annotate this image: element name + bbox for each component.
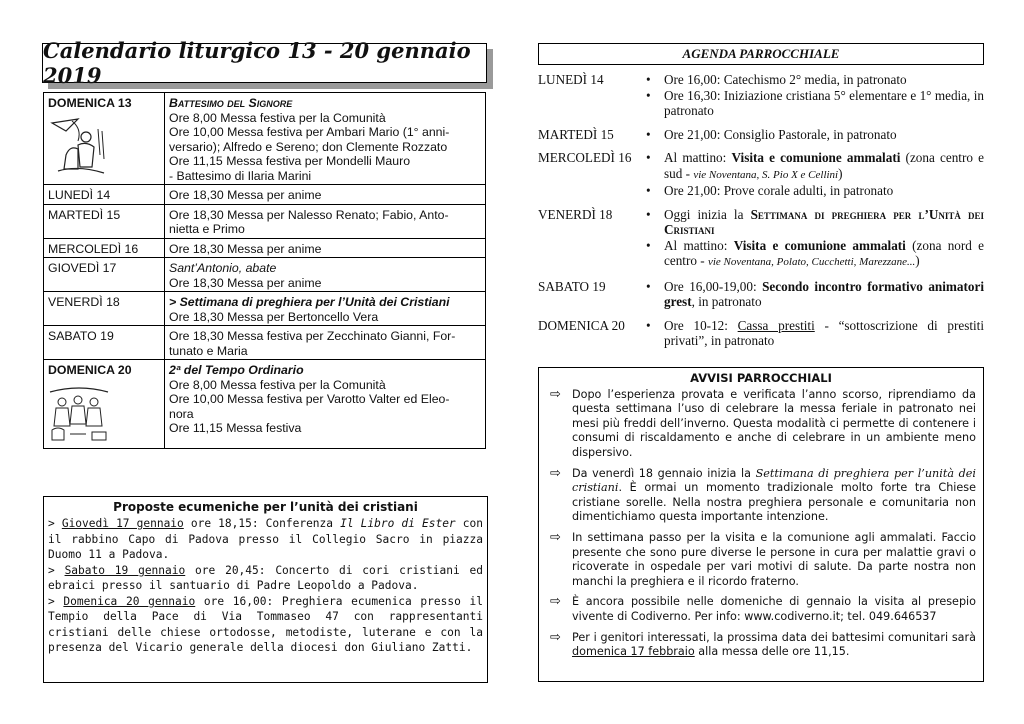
agenda-text-segment: ) bbox=[838, 165, 843, 181]
notice-text bbox=[572, 531, 976, 589]
calendar-event-line: Ore 18,30 Messa per anime bbox=[169, 188, 322, 202]
agenda-item bbox=[646, 318, 984, 349]
ecumenical-item-prefix: > bbox=[48, 594, 64, 608]
agenda-item bbox=[646, 183, 984, 199]
agenda-item-text bbox=[664, 318, 984, 349]
calendar-row bbox=[44, 258, 486, 292]
agenda-item-text bbox=[664, 88, 984, 119]
agenda-text-segment: Ore 16,30: Iniziazione cristiana 5° elementare e 1° media, in patronato bbox=[664, 87, 984, 118]
notice-item bbox=[539, 631, 983, 660]
agenda-item bbox=[646, 238, 984, 271]
agenda-item bbox=[646, 127, 984, 143]
calendar-day-cell bbox=[44, 258, 165, 292]
hollow-right-arrow-icon: ⇨ bbox=[550, 465, 561, 481]
calendar-title: Calendario liturgico 13 - 20 gennaio 2019 bbox=[43, 38, 471, 88]
agenda-items bbox=[646, 150, 984, 199]
agenda-day: MARTEDÌ 15 bbox=[538, 126, 614, 142]
agenda-text-segment: Ore 16,00: Catechismo 2° media, in patronato bbox=[664, 72, 907, 87]
agenda-item bbox=[646, 88, 984, 119]
calendar-event-line: nora bbox=[169, 406, 194, 421]
ecumenical-item-text: ore 20,45: Concerto di cori cristiani ed ebraici presso il santuario di Padre Leopoldo a Padova. bbox=[48, 563, 483, 592]
calendar-row bbox=[44, 93, 486, 185]
ecumenical-item-text: con il rabbino Capo di Padova presso il Collegio Sacro in piazza Duomo 11 a Padova. bbox=[48, 517, 483, 561]
hollow-right-arrow-icon: ⇨ bbox=[550, 594, 561, 610]
notice-text-segment: Da venerdì 18 gennaio inizia la bbox=[572, 466, 756, 480]
agenda-item-text bbox=[664, 279, 984, 310]
calendar-events-cell bbox=[165, 326, 486, 360]
bullet-icon: • bbox=[646, 237, 651, 253]
calendar-day-label: DOMENICA 20 bbox=[48, 363, 132, 377]
calendar-event-line: 2ª del Tempo Ordinario bbox=[169, 363, 304, 377]
calendar-events-cell bbox=[165, 258, 486, 292]
notice-text-segment: . È ormai un momento tradizionale molto forte tra Chiese cristiane sorelle. Nella nostra preghiera personale e comunitaria non dimentichiamo questa importante intenzione. bbox=[572, 481, 976, 524]
ecumenical-item-text: ore 16,00: Preghiera ecumenica presso il Tempio della Pace di Via Tommaseo 47 con rappresentanti cristiani delle chiese ortodosse, metodiste, luterane e con la presenza del Vicario generale della diocesi don Giuliano Zatti. bbox=[48, 594, 483, 654]
calendar-row bbox=[44, 360, 486, 449]
ecumenical-item-date: Giovedì 17 gennaio bbox=[61, 517, 184, 530]
agenda-items bbox=[646, 318, 984, 349]
hollow-right-arrow-icon: ⇨ bbox=[550, 529, 561, 545]
calendar-day-label: DOMENICA 13 bbox=[48, 96, 132, 110]
calendar-event-line: - Battesimo di Ilaria Marini bbox=[169, 168, 312, 183]
calendar-events-cell bbox=[165, 238, 486, 258]
agenda-text-segment: Ore 10-12: bbox=[664, 317, 738, 333]
calendar-day-label: MERCOLEDÌ 16 bbox=[48, 241, 139, 256]
calendar-event-line: Ore 18,30 Messa per anime bbox=[169, 275, 322, 290]
calendar-row bbox=[44, 185, 486, 205]
agenda-row bbox=[538, 150, 984, 199]
agenda-text-segment: Oggi inizia la bbox=[664, 206, 751, 222]
agenda-item bbox=[646, 207, 984, 238]
notice-item bbox=[539, 531, 983, 589]
agenda-text-segment: Cassa prestiti bbox=[737, 317, 815, 333]
agenda-text-segment: vie Noventana, Polato, Cucchetti, Marezzane... bbox=[707, 256, 916, 268]
agenda-text-segment: - “sottoscrizione di prestiti privati”, in patronato bbox=[664, 317, 984, 348]
bullet-icon: • bbox=[646, 126, 651, 142]
calendar-event-line: Battesimo del Signore bbox=[169, 96, 293, 110]
agenda-day: LUNEDÌ 14 bbox=[538, 72, 604, 87]
agenda-text-segment: (zona centro e sud - bbox=[664, 150, 984, 181]
ecumenical-item-date: Sabato 19 gennaio bbox=[64, 563, 186, 577]
bullet-icon: • bbox=[646, 317, 651, 333]
agenda-items bbox=[646, 127, 984, 143]
calendar-event-line: Sant’Antonio, abate bbox=[169, 261, 277, 275]
agenda-text-segment: Visita e comunione ammalati bbox=[733, 237, 906, 253]
agenda-item-text bbox=[664, 127, 984, 143]
calendar-event-line: nietta e Primo bbox=[169, 222, 245, 236]
agenda-text-segment: Secondo incontro formativo animatori grest bbox=[664, 278, 984, 309]
calendar-row bbox=[44, 326, 486, 360]
agenda-text-segment: Settimana di preghiera per l’Unità dei Cristiani bbox=[664, 206, 984, 237]
calendar-day-cell bbox=[44, 360, 165, 449]
calendar-event-line: Ore 18,30 Messa festiva per Zecchinato Gianni, For- bbox=[169, 329, 456, 343]
agenda-item bbox=[646, 150, 984, 183]
agenda-text-segment: Al mattino: bbox=[664, 237, 734, 253]
calendar-day-cell bbox=[44, 185, 165, 205]
notice-text-segment: alla messa delle ore 11,15. bbox=[694, 645, 850, 659]
bullet-icon: • bbox=[646, 278, 651, 294]
agenda-day: DOMENICA 20 bbox=[538, 317, 625, 333]
calendar-day-cell bbox=[44, 326, 165, 360]
ecumenical-item bbox=[48, 516, 483, 563]
calendar-events-cell bbox=[165, 360, 486, 449]
calendar-event-line: Ore 18,30 Messa per Nalesso Renato; Fabio, Anto- bbox=[169, 207, 449, 222]
agenda-title: AGENDA PARROCCHIALE bbox=[682, 46, 840, 61]
calendar-day-label: VENERDÌ 18 bbox=[48, 295, 120, 309]
bullet-icon: • bbox=[646, 72, 651, 87]
calendar-event-line: > Settimana di preghiera per l’Unità dei Cristiani bbox=[169, 295, 450, 309]
calendar-day-cell bbox=[44, 204, 165, 238]
ecumenical-item bbox=[48, 563, 483, 594]
notice-text-segment: domenica 17 febbraio bbox=[572, 645, 695, 659]
agenda-day: SABATO 19 bbox=[538, 278, 606, 294]
agenda-item-text bbox=[664, 207, 984, 238]
notice-text-segment: Per i genitori interessati, la prossima data dei battesimi comunitari sarà bbox=[572, 630, 976, 644]
agenda-text-segment: Al mattino: bbox=[664, 150, 732, 165]
notice-text-segment: Dopo l’esperienza provata e verificata l’anno scorso, riprendiamo da questa settimana l’uso di celebrare la messa feriale in patronato nei mesi più freddi dell’inverno. Questa modalità ci permette di contenere i consumi di riscaldamento e anche di celebrare in un ambiente meno dispersivo. bbox=[572, 387, 976, 459]
hollow-right-arrow-icon: ⇨ bbox=[550, 629, 561, 645]
agenda-row bbox=[538, 318, 984, 349]
notice-text-segment: In settimana passo per la visita e la comunione agli ammalati. Faccio presente che sono pure diverse le persone in cura per malattie gravi o ricoverate in ospedale per vari motivi di salute. Da parte nostra non manchi la preghiera e il ricordo fraterno. bbox=[572, 530, 976, 588]
agenda-items bbox=[646, 207, 984, 271]
baptism-illustration bbox=[48, 115, 110, 177]
agenda-day: VENERDÌ 18 bbox=[538, 206, 613, 222]
notice-item bbox=[539, 388, 983, 461]
ecumenical-title: Proposte ecumeniche per l’unità dei cristiani bbox=[113, 500, 418, 514]
bullet-icon: • bbox=[646, 183, 651, 198]
notices-title: AVVISI PARROCCHIALI bbox=[690, 371, 832, 385]
notice-text-segment: Settimana di preghiera per l’unità dei cristiani bbox=[572, 466, 976, 495]
agenda-text-segment: Ore 21,00: Consiglio Pastorale, in patronato bbox=[664, 126, 897, 142]
agenda-row bbox=[538, 279, 984, 310]
calendar-day-cell bbox=[44, 93, 165, 185]
calendar-row bbox=[44, 292, 486, 326]
calendar-event-line: Ore 10,00 Messa festiva per Varotto Valter ed Eleo- bbox=[169, 392, 450, 406]
agenda-item bbox=[646, 72, 984, 88]
agenda-item-text bbox=[664, 238, 984, 271]
calendar-event-line: Ore 18,30 Messa per Bertoncello Vera bbox=[169, 309, 379, 324]
agenda-item-text bbox=[664, 150, 984, 183]
agenda-text-segment: (zona nord e centro - bbox=[664, 237, 984, 268]
ecumenical-proposals-box bbox=[43, 496, 488, 683]
bullet-icon: • bbox=[646, 87, 651, 103]
notice-item bbox=[539, 595, 983, 624]
calendar-event-line: tunato e Maria bbox=[169, 343, 248, 358]
calendar-events-cell bbox=[165, 93, 486, 185]
calendar-event-line: Ore 8,00 Messa festiva per la Comunità bbox=[169, 377, 386, 392]
agenda-header bbox=[538, 43, 984, 65]
agenda-row bbox=[538, 207, 984, 271]
calendar-day-label: MARTEDÌ 15 bbox=[48, 207, 121, 222]
liturgical-calendar-table bbox=[43, 92, 486, 449]
agenda-row bbox=[538, 127, 984, 143]
calendar-event-line: Ore 10,00 Messa festiva per Ambari Mario (1° anni- bbox=[169, 125, 450, 139]
agenda-text-segment: Ore 21,00: Prove corale adulti, in patronato bbox=[664, 183, 894, 198]
notice-item bbox=[539, 467, 983, 525]
agenda-text-segment: Visita e comunione ammalati bbox=[731, 150, 901, 165]
calendar-title-box bbox=[42, 38, 487, 88]
hollow-right-arrow-icon: ⇨ bbox=[550, 386, 561, 402]
calendar-events-cell bbox=[165, 292, 486, 326]
agenda-item bbox=[646, 279, 984, 310]
calendar-event-line: versario); Alfredo e Sereno; don Clemente Rozzato bbox=[169, 139, 448, 154]
agenda-text-segment: , in patronato bbox=[691, 294, 762, 309]
agenda-text-segment: Ore 16,00-19,00: bbox=[664, 278, 763, 294]
ecumenical-item-text: ore 18,15: Conferenza bbox=[183, 517, 341, 530]
calendar-row bbox=[44, 238, 486, 258]
bullet-icon: • bbox=[646, 150, 651, 165]
ecumenical-item-date: Domenica 20 gennaio bbox=[63, 594, 196, 608]
calendar-day-cell bbox=[44, 292, 165, 326]
agenda-items bbox=[646, 72, 984, 119]
notice-text bbox=[572, 467, 976, 525]
ecumenical-item-prefix: > bbox=[48, 563, 65, 577]
ecumenical-item bbox=[48, 594, 483, 656]
agenda-text-segment: vie Noventana, S. Pio X e Cellini bbox=[693, 168, 839, 181]
calendar-events-cell bbox=[165, 204, 486, 238]
notice-text bbox=[572, 631, 976, 660]
bullet-icon: • bbox=[646, 206, 651, 222]
agenda-item-text bbox=[664, 72, 984, 88]
calendar-day-label: LUNEDÌ 14 bbox=[48, 188, 111, 202]
ecumenical-item-title: Il Libro di Ester bbox=[340, 517, 456, 530]
calendar-event-line: Ore 11,15 Messa festiva per Mondelli Mauro bbox=[169, 154, 411, 168]
calendar-event-line: Ore 8,00 Messa festiva per la Comunità bbox=[169, 110, 386, 125]
calendar-event-line: Ore 11,15 Messa festiva bbox=[169, 421, 302, 435]
calendar-events-cell bbox=[165, 185, 486, 205]
notice-text-segment: È ancora possibile nelle domeniche di gennaio la visita al presepio vivente di Codiverno. Per info: www.codiverno.it; tel. 049.646537 bbox=[572, 595, 976, 623]
agenda-text-segment: ) bbox=[915, 253, 920, 268]
parish-notices-box bbox=[538, 367, 984, 682]
agenda-item-text bbox=[664, 183, 984, 199]
calendar-day-cell bbox=[44, 238, 165, 258]
calendar-day-label: SABATO 19 bbox=[48, 329, 114, 343]
wedding-at-cana-illustration bbox=[48, 382, 110, 444]
agenda-row bbox=[538, 72, 984, 119]
calendar-day-label: GIOVEDÌ 17 bbox=[48, 261, 117, 275]
ecumenical-item-prefix: > bbox=[48, 517, 62, 530]
calendar-row bbox=[44, 204, 486, 238]
notice-text bbox=[572, 595, 976, 624]
agenda-list bbox=[538, 72, 984, 357]
notice-text bbox=[572, 388, 976, 461]
agenda-day: MERCOLEDÌ 16 bbox=[538, 150, 632, 165]
calendar-event-line: Ore 18,30 Messa per anime bbox=[169, 241, 322, 256]
agenda-items bbox=[646, 279, 984, 310]
